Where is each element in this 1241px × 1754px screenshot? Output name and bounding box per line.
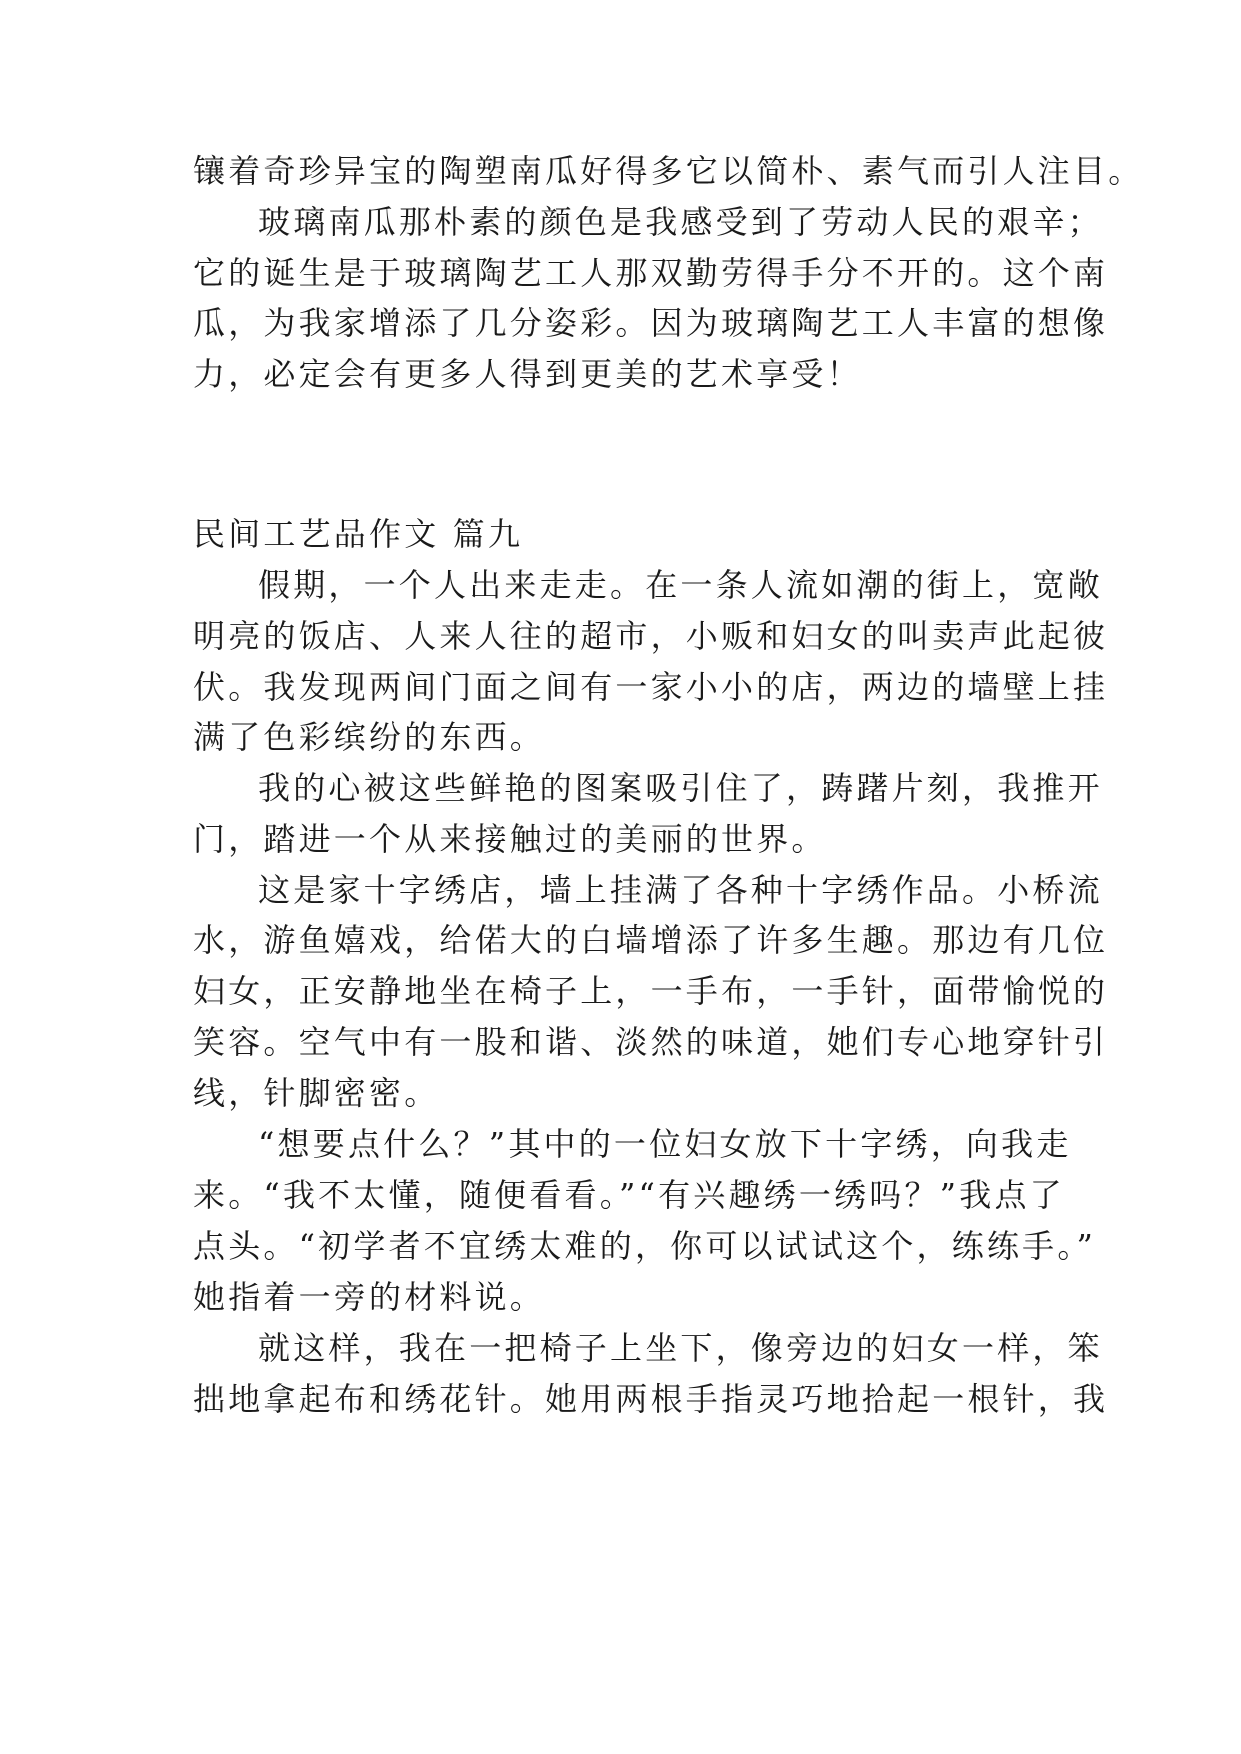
text-line: 水，游鱼嬉戏，给偌大的白墙增添了许多生趣。那边有几位 bbox=[193, 921, 1109, 959]
text-line: 它的诞生是于玻璃陶艺工人那双勤劳得手分不开的。这个南 bbox=[193, 254, 1109, 292]
text-line: 线，针脚密密。 bbox=[193, 1074, 440, 1112]
paragraph-first-line: 这是家十字绣店，墙上挂满了各种十字绣作品。小桥流 bbox=[258, 871, 1103, 909]
text-line: 镶着奇珍异宝的陶塑南瓜好得多它以简朴、素气而引人注目。 bbox=[193, 152, 1144, 190]
paragraph-first-line: 就这样，我在一把椅子上坐下，像旁边的妇女一样，笨 bbox=[258, 1329, 1103, 1367]
section-heading: 民间工艺品作文 篇九 bbox=[193, 515, 524, 553]
text-line: 满了色彩缤纷的东西。 bbox=[193, 718, 546, 756]
paragraph-first-line: 玻璃南瓜那朴素的颜色是我感受到了劳动人民的艰辛； bbox=[258, 203, 1103, 241]
text-line: 门，踏进一个从来接触过的美丽的世界。 bbox=[193, 820, 827, 858]
text-line: 力，必定会有更多人得到更美的艺术享受！ bbox=[193, 355, 862, 393]
text-line: 拙地拿起布和绣花针。她用两根手指灵巧地拾起一根针，我 bbox=[193, 1380, 1109, 1418]
text-line: 她指着一旁的材料说。 bbox=[193, 1278, 546, 1316]
text-line: 点头。“初学者不宜绣太难的，你可以试试这个，练练手。” bbox=[193, 1227, 1097, 1265]
paragraph-first-line: 假期，一个人出来走走。在一条人流如潮的街上，宽敞 bbox=[258, 566, 1103, 604]
paragraph-first-line: “想要点什么？”其中的一位妇女放下十字绣，向我走 bbox=[258, 1125, 1072, 1163]
text-line: 妇女，正安静地坐在椅子上，一手布，一手针，面带愉悦的 bbox=[193, 972, 1109, 1010]
text-line: 来。“我不太懂，随便看看。”“有兴趣绣一绣吗？”我点了 bbox=[193, 1176, 1065, 1214]
paragraph-first-line: 我的心被这些鲜艳的图案吸引住了，踌躇片刻，我推开 bbox=[258, 769, 1103, 807]
text-line: 明亮的饭店、人来人往的超市，小贩和妇女的叫卖声此起彼 bbox=[193, 617, 1109, 655]
text-line: 瓜，为我家增添了几分姿彩。因为玻璃陶艺工人丰富的想像 bbox=[193, 304, 1109, 342]
text-line: 笑容。空气中有一股和谐、淡然的味道，她们专心地穿针引 bbox=[193, 1023, 1109, 1061]
text-line: 伏。我发现两间门面之间有一家小小的店，两边的墙壁上挂 bbox=[193, 668, 1109, 706]
